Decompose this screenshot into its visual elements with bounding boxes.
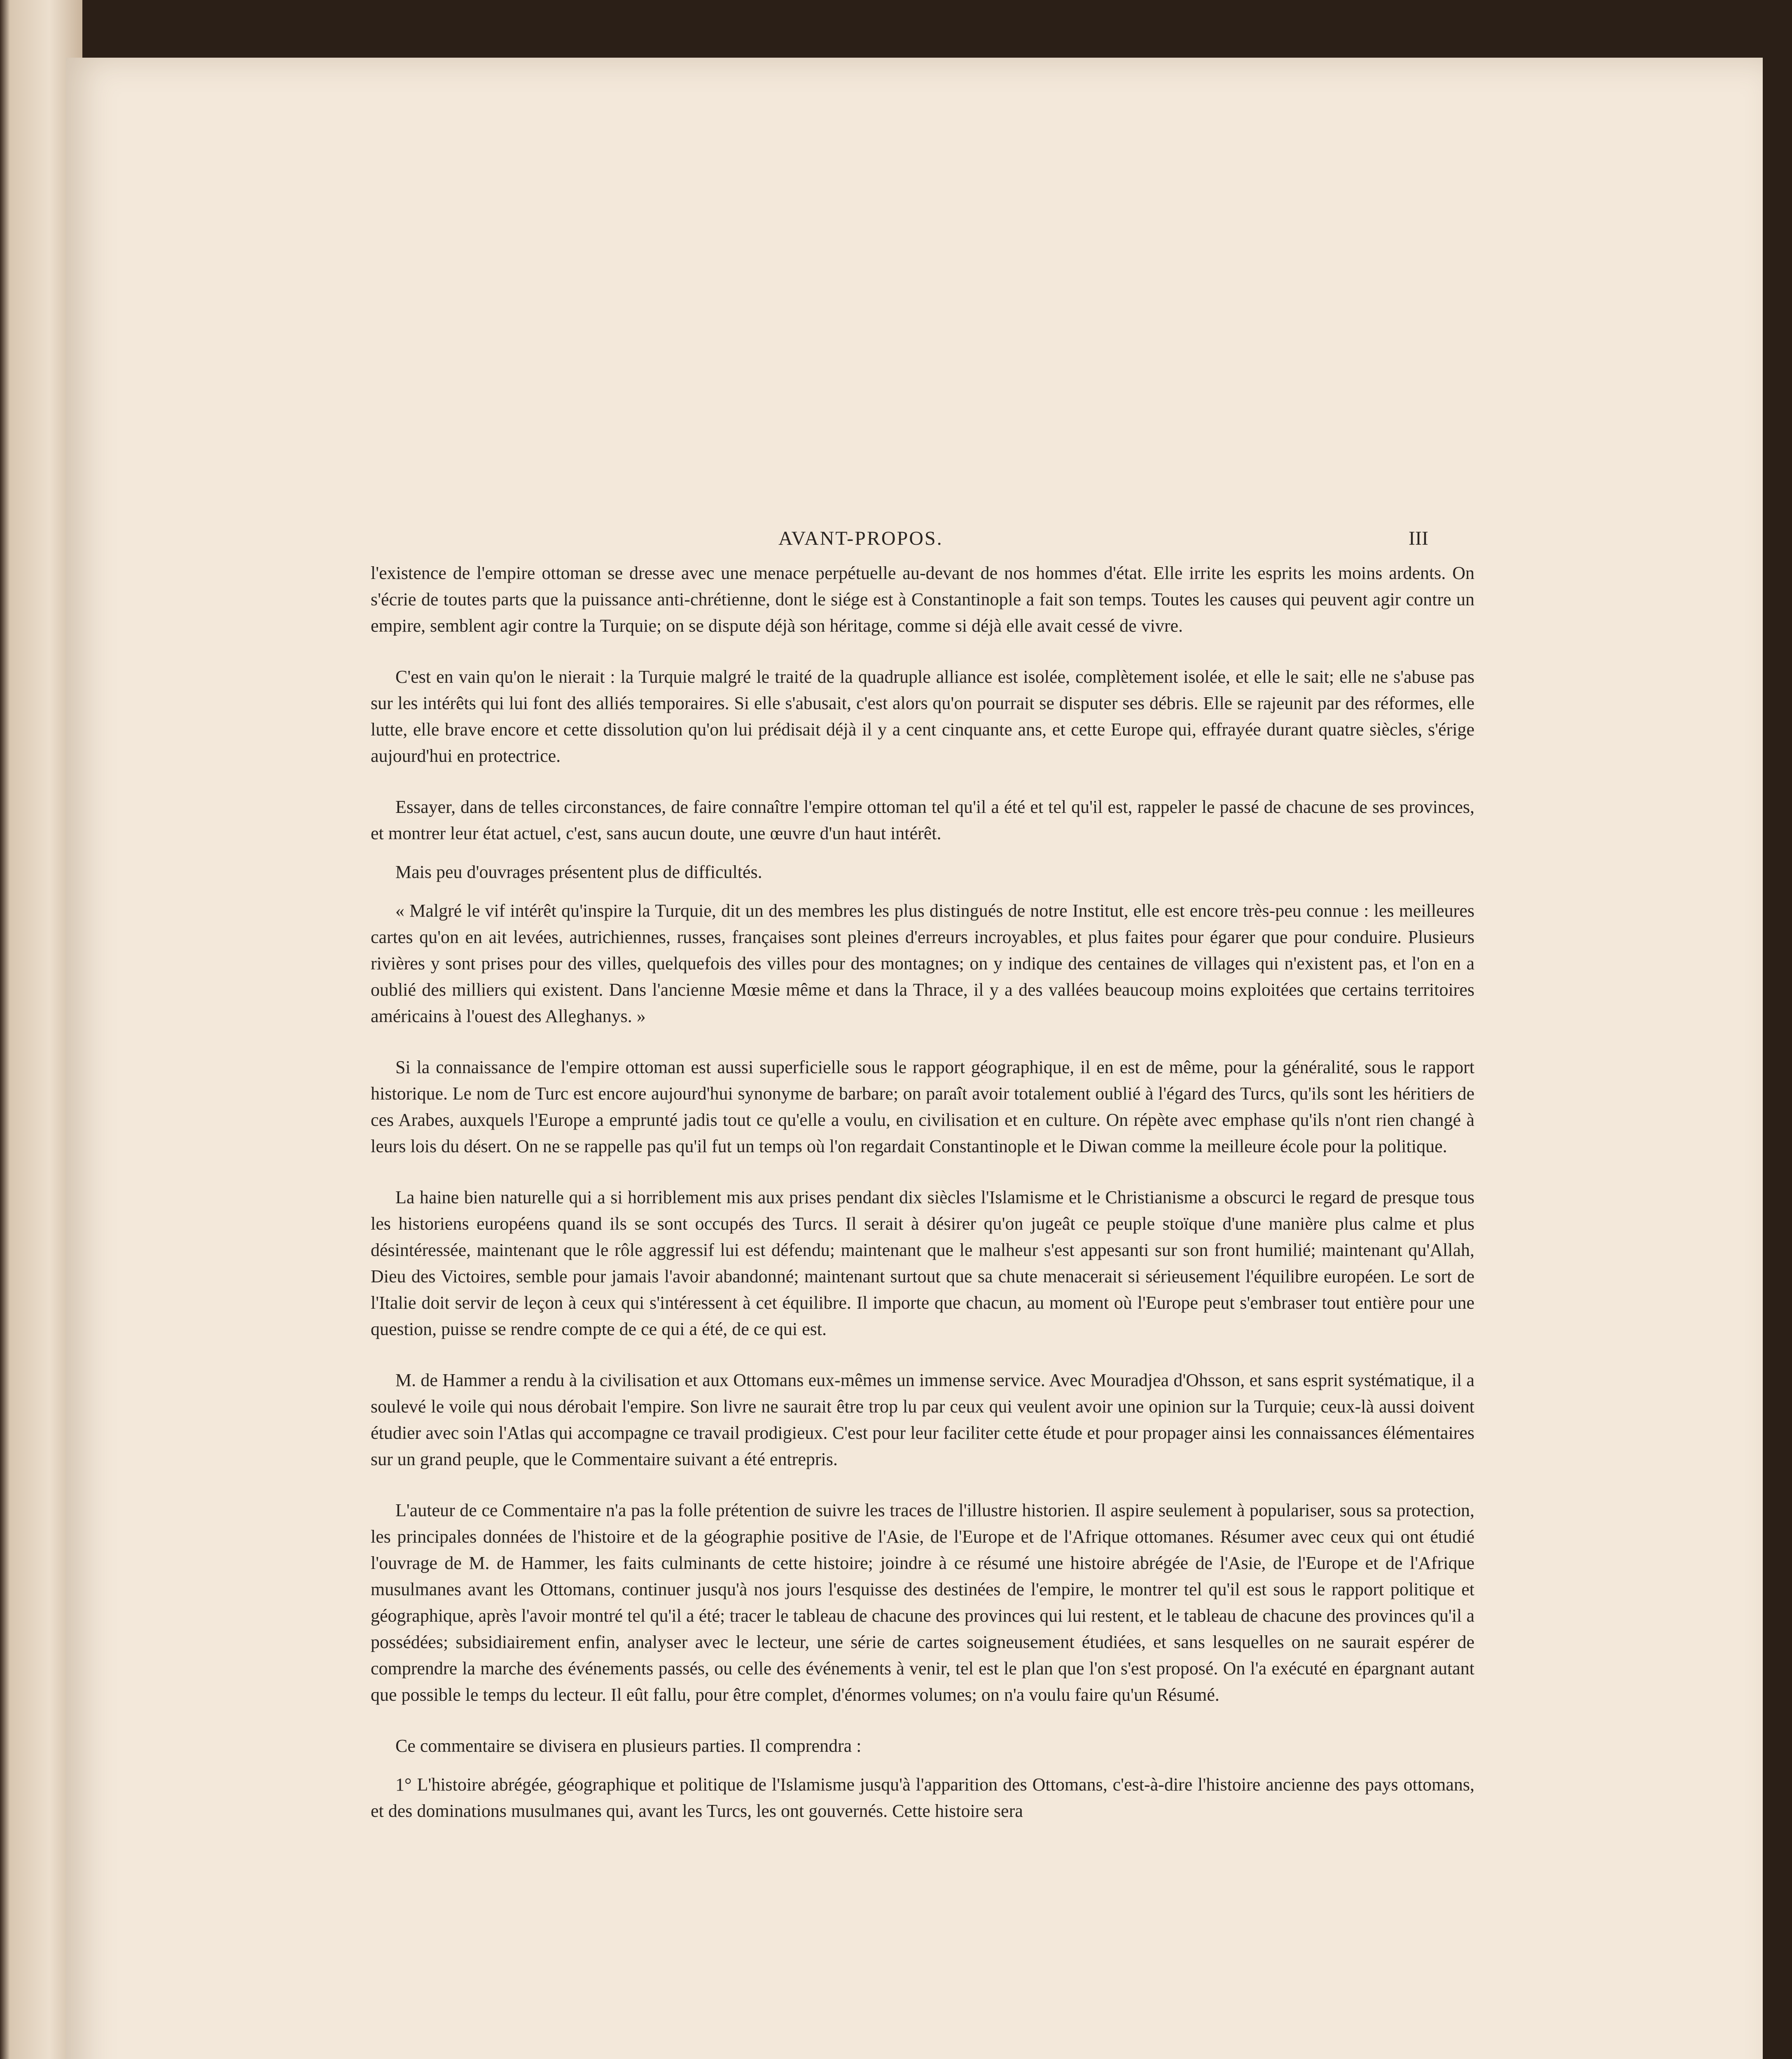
paragraph-6: Si la connaissance de l'empire ottoman est aussi superficielle sous le rapport géographique, il en est de même, pour la généralité, sous le rapport historique. Le nom de Turc est encore aujourd'hui synonyme de barbare; on paraît avoir totalement oublié à l'égard des Turcs, qu'ils sont les héritiers de ces Arabes, auxquels l'Europe a emprunté jadis tout ce qu'elle a voulu, en civilisation et en culture. On répète avec emphase qu'ils n'ont rien changé à leurs lois du désert. On ne se rappelle pas qu'il fut un temps où l'on regardait Constantinople et le Diwan comme la meilleure école pour la politique. [371,1057,1474,1156]
paragraph-10: Ce commentaire se divisera en plusieurs parties. Il comprendra : [395,1736,862,1756]
body-text [371,560,1474,1824]
page-header [66,527,1763,556]
running-title: AVANT-PROPOS. [778,528,943,549]
paragraph-7: La haine bien naturelle qui a si horriblement mis aux prises pendant dix siècles l'Islamisme et le Christianisme a obscurci le regard de presque tous les historiens européens quand ils se sont occupés des Turcs. Il serait à désirer qu'on jugeât ce peuple stoïque d'une manière plus calme et plus désintéressée, maintenant que le rôle aggressif lui est défendu; maintenant que le malheur s'est appesanti sur son front humilié; maintenant qu'Allah, Dieu des Victoires, semble pour jamais l'avoir abandonné; maintenant surtout que sa chute menacerait si sérieusement l'équilibre européen. Le sort de l'Italie doit servir de leçon à ceux qui s'intéressent à cet équilibre. Il importe que chacun, au moment où l'Europe peut s'embraser tout entière pour une question, puisse se rendre compte de ce qui a été, de ce qui est. [371,1187,1474,1339]
paragraph-9: L'auteur de ce Commentaire n'a pas la folle prétention de suivre les traces de l'illustre historien. Il aspire seulement à populariser, sous sa protection, les principales données de l'histoire et de la géographie positive de l'Asie, de l'Europe et de l'Afrique ottomanes. Résumer avec ceux qui ont étudié l'ouvrage de M. de Hammer, les faits culminants de cette histoire; joindre à ce résumé une histoire abrégée de l'Asie, de l'Europe et de l'Afrique musulmanes avant les Ottomans, continuer jusqu'à nos jours l'esquisse des destinées de l'empire, le montrer tel qu'il est sous le rapport politique et géographique, après l'avoir montré tel qu'il a été; tracer le tableau de chacune des provinces qui lui restent, et le tableau de chacune des provinces qu'il a possédées; subsidiairement enfin, analyser avec le lecteur, une série de cartes soigneusement étudiées, et sans lesquelles on ne saurait espérer de comprendre la marche des événements passés, ou celle des événements à venir, tel est le plan que l'on s'est proposé. On l'a exécuté en épargnant autant que possible le temps du lecteur. Il eût fallu, pour être complet, d'énormes volumes; on n'a voulu faire qu'un Résumé. [371,1500,1474,1705]
paragraph-4: Mais peu d'ouvrages présentent plus de difficultés. [395,862,762,882]
quotation-paragraph: « Malgré le vif intérêt qu'inspire la Turquie, dit un des membres les plus distingués de notre Institut, elle est encore très-peu connue : les meilleures cartes qu'on en ait levées, autrichiennes, russes, françaises sont pleines d'erreurs incroyables, et plus faites pour égarer que pour conduire. Plusieurs rivières y sont prises pour des villes, quelquefois des villes pour des montagnes; on y indique des centaines de villages qui n'existent pas, et l'on en a oublié des milliers qui existent. Dans l'ancienne Mœsie même et dans la Thrace, il y a des vallées beaucoup moins exploitées que certains territoires américains à l'ouest des Alleghanys. » [371,901,1474,1026]
paragraph-1: l'existence de l'empire ottoman se dresse avec une menace perpétuelle au-devant de nos hommes d'état. Elle irrite les esprits les moins ardents. On s'écrie de toutes parts que la puissance anti-chrétienne, dont le siége est à Constantinople a fait son temps. Toutes les causes qui peuvent agir contre un empire, semblent agir contre la Turquie; on se dispute déjà son héritage, comme si déjà elle avait cessé de vivre. [371,563,1474,636]
page-number: III [1409,528,1428,549]
paragraph-11: 1° L'histoire abrégée, géographique et politique de l'Islamisme jusqu'à l'apparition des Ottomans, c'est-à-dire l'histoire ancienne des pays ottomans, et des dominations musulmanes qui, avant les Turcs, les ont gouvernés. Cette histoire sera [371,1774,1474,1821]
book-page [66,58,1763,2059]
paragraph-8: M. de Hammer a rendu à la civilisation et aux Ottomans eux-mêmes un immense service. Avec Mouradjea d'Ohsson, et sans esprit systématique, il a soulevé le voile qui nous dérobait l'empire. Son livre ne saurait être trop lu par ceux qui veulent avoir une opinion sur la Turquie; ceux-là aussi doivent étudier avec soin l'Atlas qui accompagne ce travail prodigieux. C'est pour leur faciliter cette étude et pour propager ainsi les connaissances élémentaires sur un grand peuple, que le Commentaire suivant a été entrepris. [371,1370,1474,1469]
paragraph-3: Essayer, dans de telles circonstances, de faire connaître l'empire ottoman tel qu'il a été et tel qu'il est, rappeler le passé de chacune de ses provinces, et montrer leur état actuel, c'est, sans aucun doute, une œuvre d'un haut intérêt. [371,797,1474,843]
paragraph-2: C'est en vain qu'on le nierait : la Turquie malgré le traité de la quadruple alliance est isolée, complètement isolée, et elle le sait; elle ne s'abuse pas sur les intérêts qui lui font des alliés temporaires. Si elle s'abusait, c'est alors qu'on pourrait se disputer ses débris. Elle se rajeunit par des réformes, elle lutte, elle brave encore et cette dissolution qu'on lui prédisait déjà il y a cent cinquante ans, et cette Europe qui, effrayée durant quatre siècles, s'érige aujourd'hui en protectrice. [371,667,1474,766]
